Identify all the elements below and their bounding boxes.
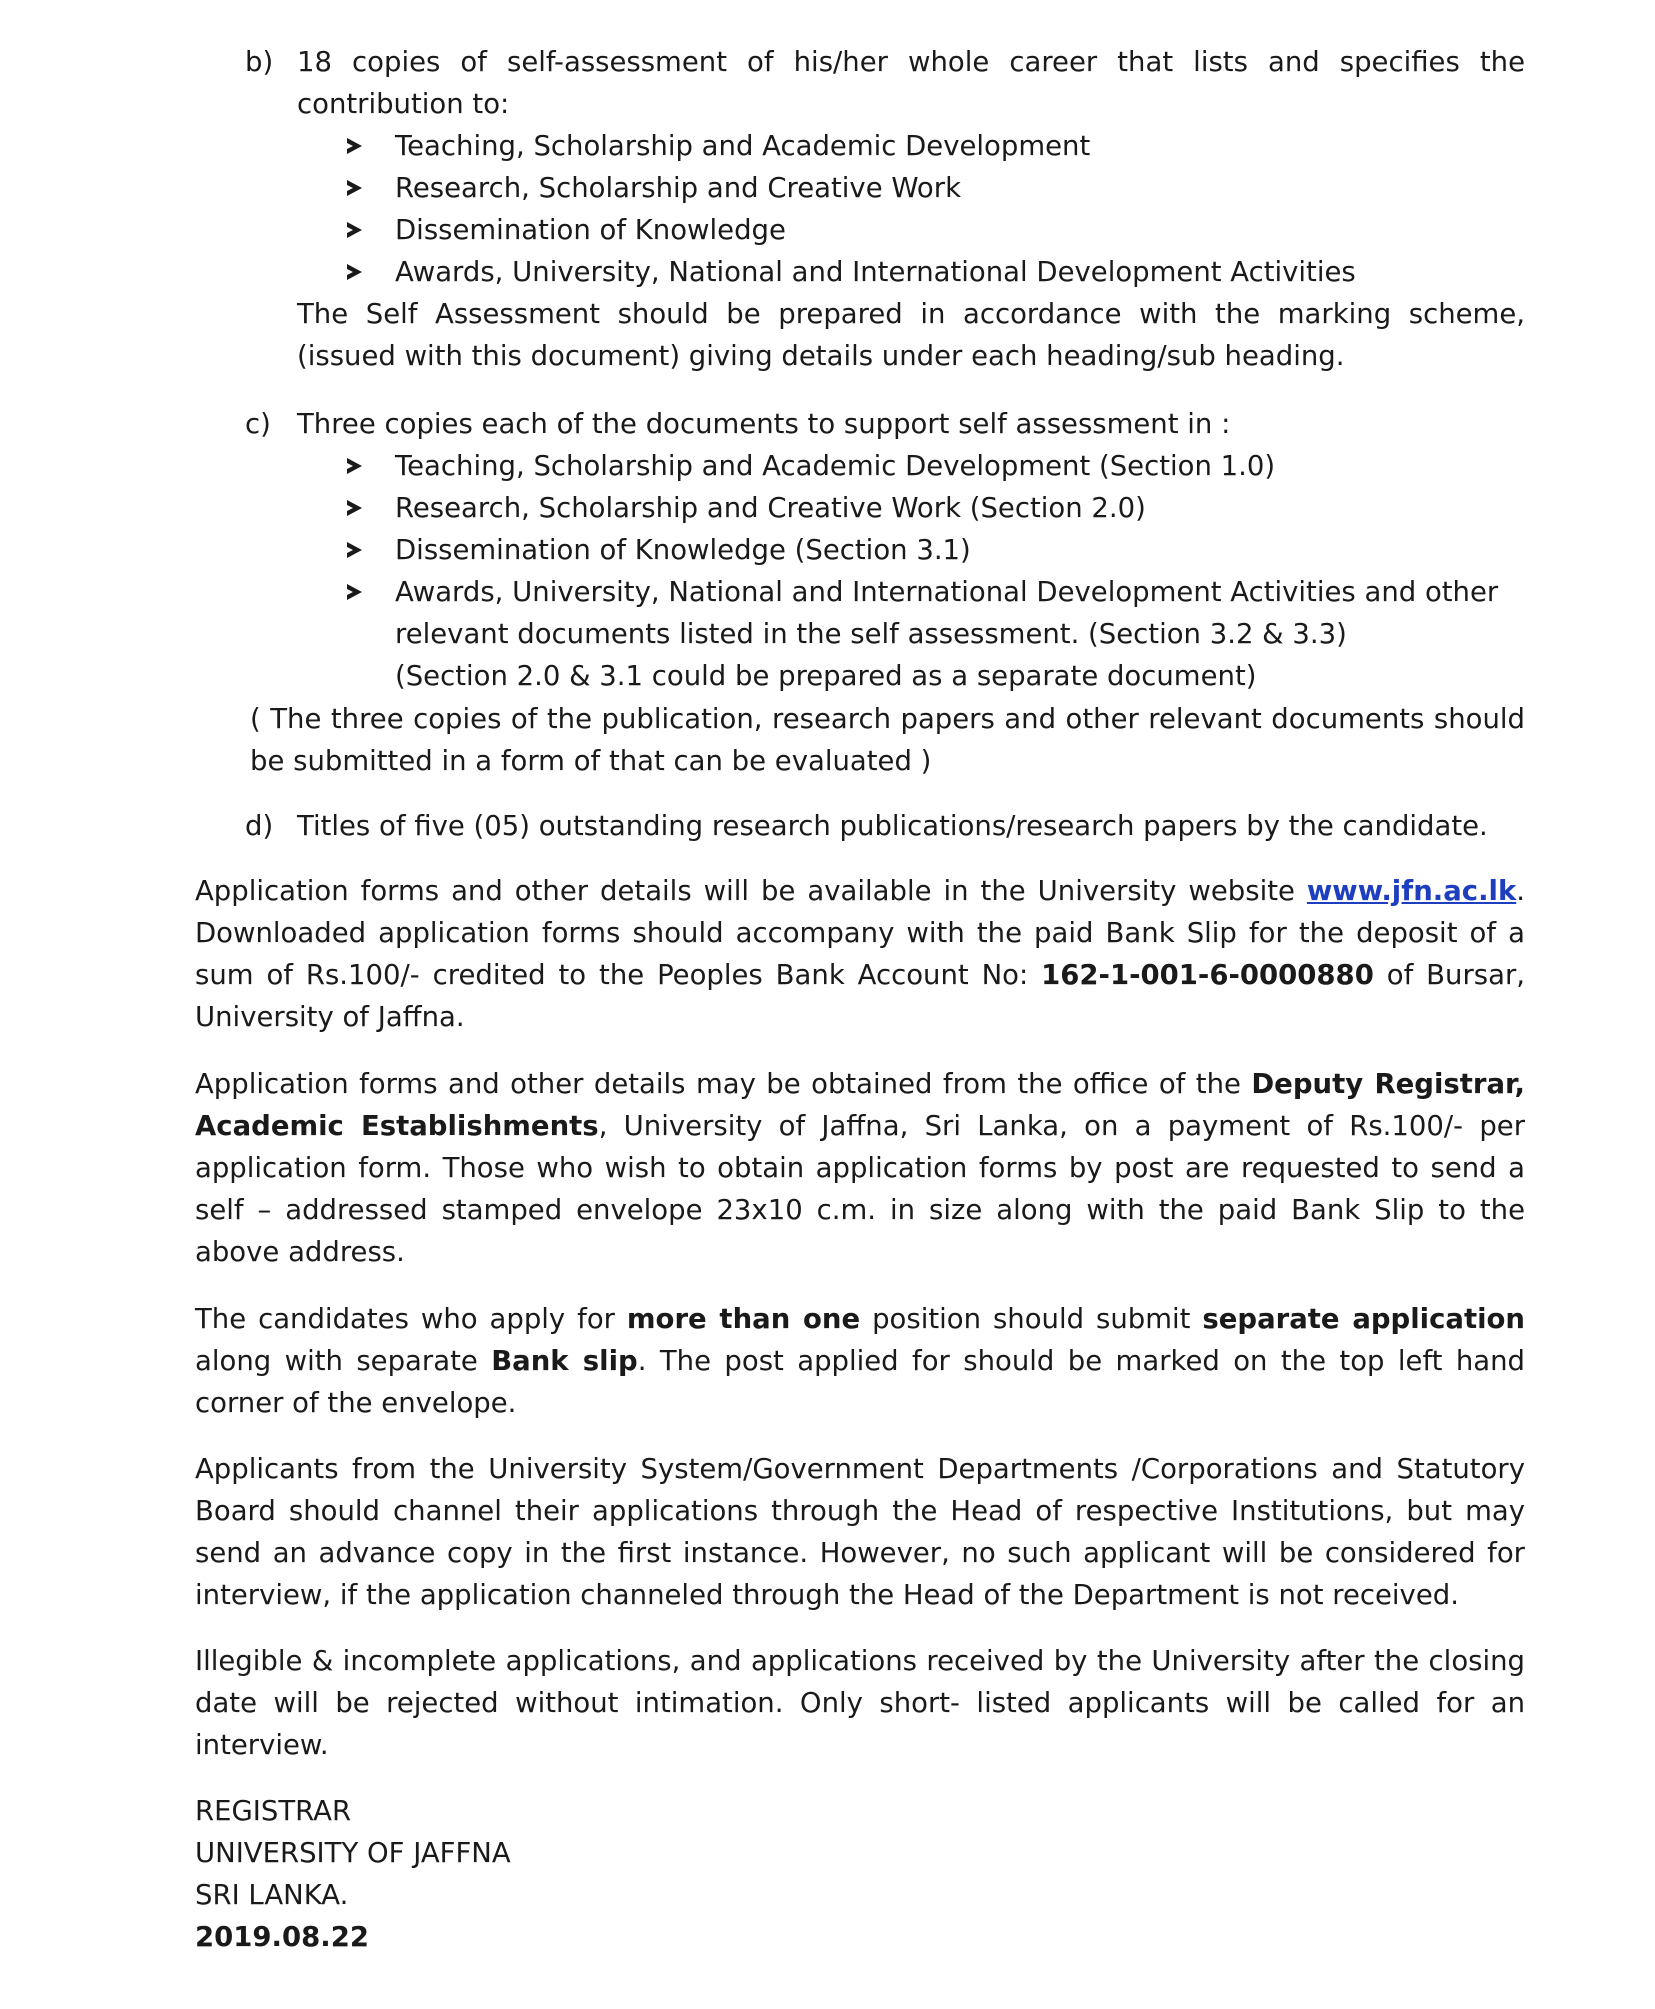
section-c-bullets — [347, 445, 1525, 655]
section-d-marker: d) — [245, 810, 274, 842]
signature-country: SRI LANKA. — [195, 1879, 349, 1911]
section-b — [245, 41, 1525, 377]
list-item: Awards, University, National and International Development Activities — [347, 251, 1525, 293]
paragraph-rejection: Illegible & incomplete applications, and applications received by the University after the closing date will be rejected without intimation. Only short- listed applicants will be called for an interview. — [195, 1645, 1525, 1761]
paragraph-office: Application forms and other details may be obtained from the office of the Deputy Registrar, Academic Establishments, University of Jaffna, Sri Lanka, on a payment of Rs.100/- per application form. Those who wish to obtain application forms by post are requested to send a self – addressed stamped envelope 23x10 c.m. in size along with the paid Bank Slip to the above address. — [195, 1068, 1526, 1268]
office-name: Deputy Registrar, Academic Establishments — [195, 1068, 1525, 1142]
section-d-text: Titles of five (05) outstanding research publications/research papers by the candidate. — [297, 810, 1488, 842]
list-item: Teaching, Scholarship and Academic Development — [347, 125, 1525, 167]
list-item: Research, Scholarship and Creative Work (Section 2.0) — [347, 487, 1525, 529]
arrow-bullet-icon — [347, 542, 362, 558]
signature-university: UNIVERSITY OF JAFFNA — [195, 1837, 511, 1869]
arrow-bullet-icon — [347, 138, 362, 154]
section-b-bullets — [347, 125, 1525, 293]
arrow-bullet-icon — [347, 584, 362, 600]
paragraph-channel: Applicants from the University System/Government Departments /Corporations and Statutory Board should channel their applications through the Head of respective Institutions, but may send an advance copy in the first instance. However, no such applicant will be considered for interview, if the application channeled through the Head of the Department is not received. — [195, 1453, 1525, 1611]
signature-date: 2019.08.22 — [195, 1921, 369, 1953]
list-item: Dissemination of Knowledge — [347, 209, 1525, 251]
arrow-bullet-icon — [347, 180, 362, 196]
section-c — [245, 403, 1525, 697]
section-d — [245, 805, 1535, 847]
section-b-intro: 18 copies of self-assessment of his/her whole career that lists and specifies the contribution to: — [297, 46, 1525, 120]
section-c-sub-note: (Section 2.0 & 3.1 could be prepared as a separate document) — [395, 660, 1257, 692]
arrow-bullet-icon — [347, 500, 362, 516]
list-item: Teaching, Scholarship and Academic Development (Section 1.0) — [347, 445, 1525, 487]
section-c-intro: Three copies each of the documents to support self assessment in : — [297, 408, 1231, 440]
section-b-note: The Self Assessment should be prepared in accordance with the marking scheme, (issued with this document) giving details under each heading/sub heading. — [297, 298, 1525, 372]
paragraph-multiple-positions: The candidates who apply for more than one position should submit separate application along with separate Bank slip. The post applied for should be marked on the top left hand corner of the envelope. — [195, 1303, 1525, 1419]
paragraph-website: Application forms and other details will be available in the University website www.jfn.ac.lk. Downloaded application forms should accompany with the paid Bank Slip for the deposit of a sum of Rs.100/- credited to the Peoples Bank Account No: 162-1-001-6-0000880 of Bursar, University of Jaffna. — [195, 875, 1525, 1033]
signature-block — [195, 1790, 895, 1958]
list-item: Dissemination of Knowledge (Section 3.1) — [347, 529, 1525, 571]
arrow-bullet-icon — [347, 222, 362, 238]
list-item: Awards, University, National and International Development Activities and other relevant documents listed in the self assessment. (Section 3.2 & 3.3) — [347, 571, 1525, 655]
section-c-note: ( The three copies of the publication, research papers and other relevant documents should be submitted in a form of that can be evaluated ) — [250, 703, 1525, 777]
arrow-bullet-icon — [347, 458, 362, 474]
arrow-bullet-icon — [347, 264, 362, 280]
section-b-marker: b) — [245, 46, 274, 78]
bank-account-number: 162-1-001-6-0000880 — [1041, 959, 1374, 991]
university-website-link[interactable]: www.jfn.ac.lk — [1306, 875, 1517, 907]
section-c-marker: c) — [245, 408, 271, 440]
list-item: Research, Scholarship and Creative Work — [347, 167, 1525, 209]
signature-title: REGISTRAR — [195, 1795, 352, 1827]
